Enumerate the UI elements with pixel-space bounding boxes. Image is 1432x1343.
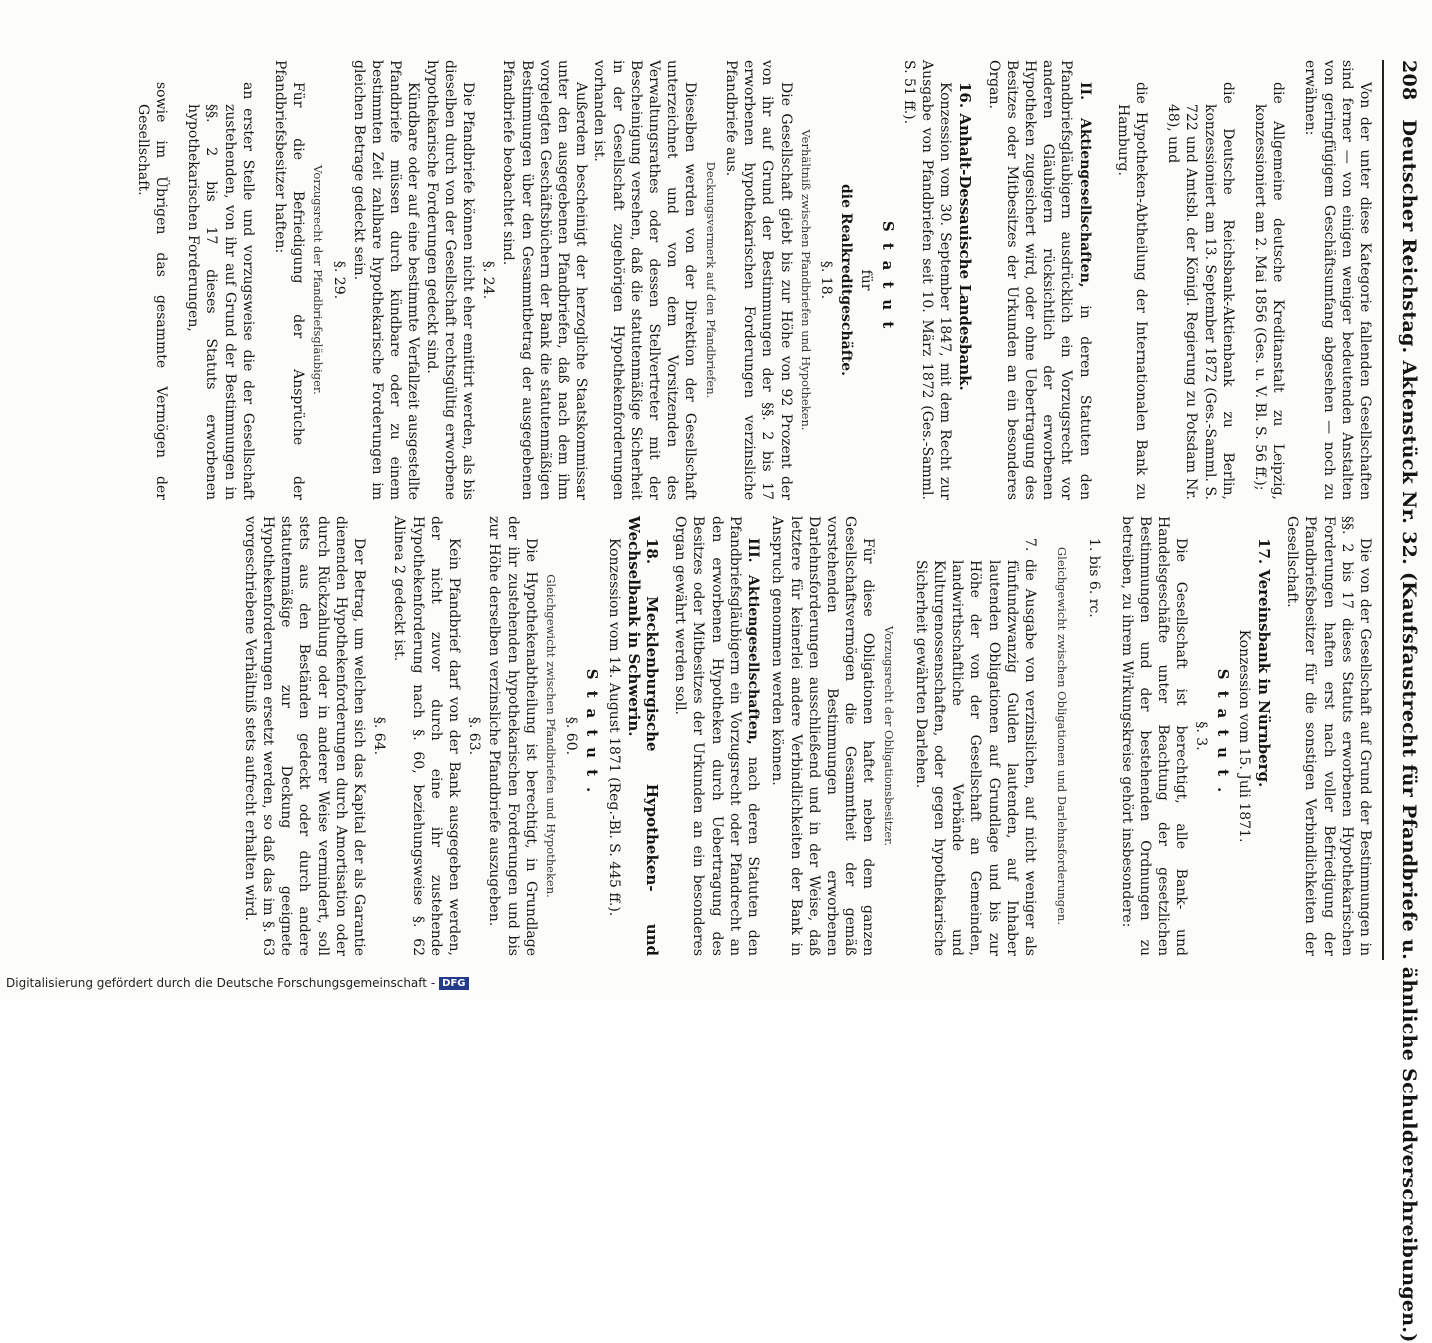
statut-heading: Statut. — [583, 668, 602, 804]
section-ii — [984, 60, 1093, 500]
intro-paragraph: Von der unter diese Kategorie fallenden Gesellschaften sind ferner — von einigen weniger bedeutenden Anstalten von geringfügigem Geschäftsumfang abgesehen — noch zu erwähnen: — [1302, 60, 1373, 500]
right-column — [241, 516, 1374, 956]
paragraph-24-text: Die Pfandbriefe können nicht eher emittirt werden, als bis dieselben durch von der Gesellschaft rechtsgültig erworbene hypothekarische Forderungen gedeckt sind. — [423, 60, 477, 500]
list-item: an erster Stelle und vorzugsweise die der Gesellschaft zustehenden, von ihr auf Grund der Bestimmungen in §§. 2 bis 17 dieses Statuts erworbenen hypothekarischen Forderungen, — [185, 82, 256, 500]
item-17-text: Konzession vom 15. Juli 1871. — [1235, 629, 1252, 843]
item-17-title: 17. Vereinsbank in Nürnberg. — [1254, 538, 1273, 788]
footer-text: Digitalisierung gefördert durch die Deutsche Forschungsgemeinschaft - — [6, 976, 436, 990]
margin-note: Deckungsvermerk auf den Pfandbriefen. — [703, 161, 718, 399]
item-18-title: 18. Mecklenburgische Hypotheken- und Wechselbank in Schwerin. — [624, 516, 662, 956]
list-item: sowie im Übrigen das gesammte Vermögen der Gesellschaft. — [134, 82, 170, 500]
paragraph-24: §. 24. — [480, 260, 497, 300]
section-ii-text: in deren Statuten den Pfandbriefsgläubigern ausdrücklich ein Vorzugsrecht vor anderen Gläubigern rücksichtlich der erworbenen Hypotheken zugesichert wird, oder ohne Uebertragung des Besitzes oder Mitbesitzes der Urkunden an ein besonderes Organ. — [985, 60, 1093, 500]
list-item: die Hypotheken-Abtheilung der Internationalen Bank zu Hamburg. — [1114, 82, 1149, 500]
item-16-text: Konzession vom 30. September 1847, mit dem Recht zur Ausgabe von Pfandbriefen seit 10. März 1872 (Ges.-Samml. S. 51 ff.). — [900, 60, 954, 500]
statut-subject: die Realkreditgeschäfte. — [838, 183, 855, 376]
continuation-paragraph: Die von der Gesellschaft auf Grund der Bestimmungen in §§. 2 bis 17 dieses Statuts erworbenen Hypothekarischen Forderungen haften erst nach voller Befriedigung der Pfandbriefsbesitzer für die sonstigen Verbindlichkeiten der Gesellschaft. — [1284, 516, 1373, 956]
section-ii-title: II. Aktiengesellschaften, — [1076, 82, 1093, 288]
left-column — [120, 60, 1374, 500]
deckung-text: Dieselben werden von der Direktion der Gesellschaft unterzeichnet und von dem Vorsitzenden des Verwaltungsrathes oder dessen Stellvertreter mit der Bescheinigung versehen, daß die statutenmäßige Sicherheit in der Gesellschaft zugehörigen Hypothekenforderungen vorhanden ist. — [591, 60, 699, 500]
item-18-text: Konzession vom 14. August 1871 (Reg.-Bl. S. 445 ff.). — [605, 538, 622, 917]
paragraph-3-text: Die Gesellschaft ist berechtigt, alle Bank- und Handelsgeschäfte unter Beachtung der gesetzlichen Bestimmungen und der bestehenden Ordnungen zu betreiben, zu ihrem Wirkungskreise gehört insbesondere: — [1118, 516, 1190, 956]
section-iii-text: nach deren Statuten den Pfandbriefsgläubigern ein Vorzugsrecht oder Pfandrecht an den erworbenen Hypotheken durch Uebertragung des Besitzes oder Mitbesitzes der Urkunden an ein besonderes Organ gewährt werden soll. — [672, 516, 762, 956]
paragraph-60-text: Die Hypothekenabtheilung ist berechtigt, in Grundlage der ihr zustehenden hypothekarischen Forderungen und bis zur Höhe derselben verzinsliche Pfandbriefe auszugeben. — [486, 516, 539, 956]
paragraph-60: §. 60. — [563, 716, 580, 756]
paragraph-18: §. 18. — [817, 260, 834, 300]
digitization-footer — [6, 976, 469, 990]
page-title: Deutscher Reichstag. Aktenstück Nr. 32. (Kaufsfaustrecht für Pfandbriefe u. ähnliche Schuldverschreibungen.) — [1398, 119, 1420, 1343]
margin-note: Verhältniß zwischen Pfandbriefen und Hypotheken. — [798, 129, 813, 431]
paragraph-3: §. 3. — [1193, 721, 1210, 751]
list-item: die Allgemeine deutsche Kreditanstalt zu Leipzig, konzessioniert am 2. Mai 1856 (Ges. u. V. Bl. S. 56 ff.); — [1251, 82, 1287, 500]
statut-fuer: für — [858, 269, 875, 291]
statut-heading: Statut — [878, 220, 897, 340]
ausserdem-text: Außerdem bescheinigt der herzogliche Staatskommissar unter den ausgegebenen Pfandbriefen, daß nach dem ihm vorgelegten Geschäftsbüchern der Bank die statutenmäßigen Bestimmungen über den Gesammtbetrag der ausgegebenen Pfandbriefe beobachtet sind. — [500, 60, 590, 500]
statut-heading: Statut. — [1213, 668, 1232, 804]
list-item: die Deutsche Reichsbank-Aktienbank zu Berlin, konzessioniert am 13. September 1872 (Ges.-Samml. S. 722 und Amtsbl. der Königl. Regierung zu Potsdam Nr. 48), und — [1165, 82, 1236, 500]
paragraph-24-text-2: Kündbare oder auf eine bestimmte Verfallzeit ausgestellte Pfandbriefe müssen durch kündbare oder zu einem bestimmten Zeit zahlbare hypothekarische Forderungen im gleichen Betrage gedeckt sein. — [350, 60, 422, 500]
margin-note: Vorzugsrecht der Obligationsbesitzer. — [881, 625, 896, 847]
margin-note: Gleichgewicht zwischen Pfandbriefen und Hypotheken. — [544, 574, 559, 898]
page-number: 208 — [1398, 60, 1420, 101]
item-16-title: 16. Anhalt-Dessauische Landesbank. — [956, 82, 975, 391]
margin-note: Vorzugsrecht der Pfandbriefsgläubiger. — [311, 165, 326, 395]
vorzug-text: Für diese Obligationen haftet neben dem ganzen Gesellschaftsvermögen die Gesammtheit der gemäß vorstehenden Bestimmungen erworbenen Darlehnsforderungen ausschließend und in der Weise, daß letztere für keinerlei andere Verbindlichkeiten der Bank in Anspruch genommen werden können. — [769, 516, 877, 956]
dfg-logo: DFG — [439, 977, 468, 990]
list-item: 1. bis 6. rc. — [1086, 538, 1103, 618]
list-item: 7. die Ausgabe von verzinslichen, auf nicht weniger als fünfundzwanzig Gulden lautenden, auf Inhaber lautenden Obligationen auf Grundlage und bis zur Höhe der von der Gesellschaft an Gemeinden, landwirthschaftliche Verbände und Kulturgenossenschaften, oder gegen hypothekarische Sicherheit gewährten Darlehen. — [912, 538, 1038, 956]
header-rule — [1382, 60, 1384, 960]
section-iii — [671, 516, 762, 956]
page-header — [1398, 60, 1420, 1343]
paragraph-18-text: Die Gesellschaft giebt bis zur Höhe von 92 Prozent der von ihr auf Grund der Bestimmungen der §§. 2 bis 17 erworbenen hypothekarischen Forderungen verzinsliche Pfandbriefe aus. — [722, 60, 794, 500]
paragraph-64: §. 64. — [371, 716, 388, 756]
section-iii-title: III. Aktiengesellschaften, — [745, 538, 762, 745]
paragraph-63-text: Kein Pfandbrief darf von der Bank ausgegeben werden, der nicht zuvor durch eine ihr zustehende Hypothekenforderung nach §. 60, beziehungsweise §. 62 Alinea 2 gedeckt ist. — [391, 516, 463, 956]
paragraph-63: §. 63. — [466, 716, 483, 756]
paragraph-29-text: Für die Befriedigung der Ansprüche der Pfandbriefsbesitzer haften: — [272, 60, 307, 500]
paragraph-64-text: Der Betrag, um welchen sich das Kapital der als Garantie dienenden Hypothekenforderungen durch Amortisation oder durch Rückzahlung oder in anderer Weise vermindert, soll stets aus den Beständen gedeckt oder durch andere statutenmäßige zur Deckung geeignete Hypothekenforderungen ersetzt werden, so daß das im §. 63 vorgeschriebene Verhältniß stets aufrecht erhalten wird. — [241, 516, 368, 956]
margin-note: Gleichgewicht zwischen Obligationen und Darlehnsforderungen. — [1055, 546, 1070, 926]
paragraph-29: §. 29. — [330, 260, 347, 300]
